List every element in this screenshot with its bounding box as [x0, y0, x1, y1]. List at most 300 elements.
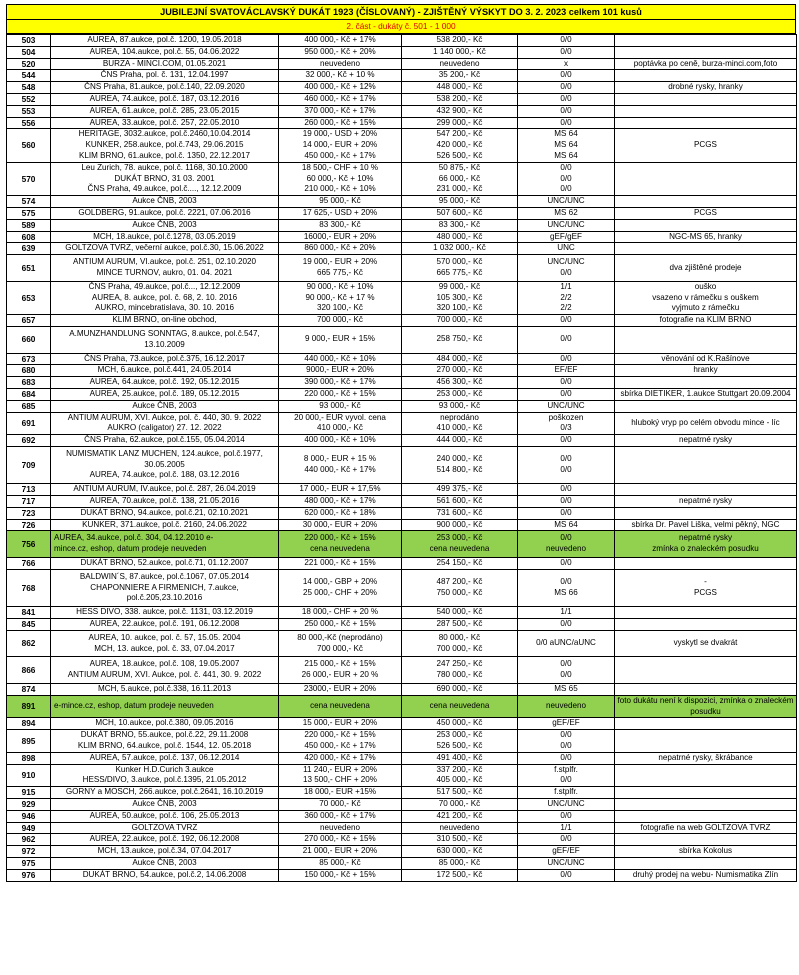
condition-cell	[518, 446, 615, 483]
table-row	[7, 834, 797, 846]
hammer-price-cell	[279, 630, 402, 657]
note-cell	[615, 400, 797, 412]
sale-source-cell	[51, 657, 279, 684]
total-price-line: cena neuvedena	[429, 701, 490, 711]
sale-source-cell	[51, 93, 279, 105]
sale-source-line: AUREA, 22.aukce, pol.č. 191, 06.12.2008	[89, 619, 240, 629]
coin-number-cell: 692	[7, 435, 51, 447]
hammer-price-cell	[279, 558, 402, 570]
condition-cell	[518, 810, 615, 822]
total-price-cell	[402, 657, 518, 684]
hammer-price-line: 620 000,- Kč + 18%	[304, 507, 376, 517]
hammer-price-line: 85 000,- Kč	[319, 857, 361, 867]
coin-number-cell: 553	[7, 105, 51, 117]
condition-line: 0/0	[560, 173, 572, 183]
note-line	[616, 770, 795, 781]
coin-number-cell: 976	[7, 869, 51, 881]
spreadsheet	[6, 4, 796, 882]
coin-number-cell: 723	[7, 507, 51, 519]
total-price-line: 517 500,- Kč	[436, 787, 483, 797]
table-row	[7, 326, 797, 353]
hammer-price-line: 18 000,- CHF + 20 %	[301, 607, 379, 617]
condition-line: 0/0	[560, 315, 572, 325]
condition-line: 0/0	[560, 752, 572, 762]
total-price-line: 35 200,- Kč	[438, 70, 481, 80]
coin-number-cell: 975	[7, 857, 51, 869]
sale-source-cell	[51, 869, 279, 881]
coin-number-cell: 574	[7, 196, 51, 208]
coin-number-cell: 556	[7, 117, 51, 129]
total-price-cell	[402, 799, 518, 811]
condition-line: 0/0	[560, 117, 572, 127]
note-line: nepatrné rysky	[678, 533, 733, 543]
table-row	[7, 400, 797, 412]
condition-cell	[518, 93, 615, 105]
condition-cell	[518, 496, 615, 508]
condition-line: UNC	[557, 243, 575, 253]
coin-table	[6, 34, 797, 882]
table-row	[7, 869, 797, 881]
table-row	[7, 846, 797, 858]
note-line: nepatrné rysky, škrábance	[658, 752, 753, 762]
sale-source-cell	[51, 46, 279, 58]
condition-cell	[518, 435, 615, 447]
coin-number-cell: 910	[7, 764, 51, 787]
hammer-price-cell	[279, 105, 402, 117]
note-line: fotografie na KLIM BRNO	[659, 315, 752, 325]
total-price-cell	[402, 93, 518, 105]
note-cell	[615, 231, 797, 243]
total-price-line: 780 000,- Kč	[436, 670, 483, 680]
hammer-price-line: 25 000,- CHF + 20%	[302, 588, 377, 598]
sale-source-line: BURZA - MINCI.COM, 01.05.2021	[102, 58, 227, 68]
hammer-price-line: 440 000,- Kč + 10%	[304, 353, 376, 363]
hammer-price-cell	[279, 435, 402, 447]
coin-number-cell: 520	[7, 58, 51, 70]
coin-number-cell: 929	[7, 799, 51, 811]
condition-line: 0/0	[560, 577, 572, 587]
hammer-price-cell	[279, 822, 402, 834]
table-row	[7, 46, 797, 58]
condition-line: MS 65	[554, 684, 578, 694]
hammer-price-line: 14 000,- GBP + 20%	[302, 577, 378, 587]
note-cell	[615, 718, 797, 730]
hammer-price-cell	[279, 607, 402, 619]
note-cell	[615, 822, 797, 834]
sale-source-cell	[51, 129, 279, 162]
coin-number-cell: 673	[7, 353, 51, 365]
sale-source-cell	[51, 607, 279, 619]
table-row	[7, 630, 797, 657]
note-line: sbírka DIETIKER, 1.aukce Stuttgart 20.09.2004	[620, 388, 791, 398]
note-cell	[615, 196, 797, 208]
hammer-price-line: 14 000,- EUR + 20%	[302, 140, 378, 150]
hammer-price-cell	[279, 569, 402, 606]
note-line: věnování od K.Rašínove	[661, 353, 750, 363]
total-price-line: 421 200,- Kč	[436, 810, 483, 820]
sale-source-line: Leu Zurich, 78. aukce, pol.č. 1168, 30.10.2000	[81, 162, 248, 172]
coin-number-cell: 972	[7, 846, 51, 858]
table-row	[7, 569, 797, 606]
note-line: PCGS	[694, 588, 717, 598]
condition-cell	[518, 162, 615, 195]
hammer-price-line: 450 000,- Kč + 17%	[304, 741, 376, 751]
total-price-cell	[402, 243, 518, 255]
hammer-price-line: 21 000,- EUR + 20%	[302, 846, 378, 856]
sale-source-cell	[51, 799, 279, 811]
note-cell	[615, 255, 797, 282]
total-price-line: 310 500,- Kč	[436, 834, 483, 844]
condition-line: UNC/UNC	[547, 857, 585, 867]
condition-line: f.stplfr.	[554, 787, 578, 797]
condition-cell	[518, 718, 615, 730]
note-cell	[615, 846, 797, 858]
total-price-line: 570 000,- Kč	[436, 257, 483, 267]
coin-number-cell: 898	[7, 752, 51, 764]
note-line	[616, 484, 795, 495]
total-price-cell	[402, 558, 518, 570]
note-line	[616, 106, 795, 117]
note-cell	[615, 35, 797, 47]
hammer-price-cell	[279, 162, 402, 195]
sale-source-cell	[51, 846, 279, 858]
table-row	[7, 243, 797, 255]
condition-line: 0/0	[560, 93, 572, 103]
note-cell	[615, 507, 797, 519]
coin-number-cell: 570	[7, 162, 51, 195]
note-cell	[615, 764, 797, 787]
hammer-price-line: 90 000,- Kč + 17 %	[305, 292, 375, 302]
condition-cell	[518, 365, 615, 377]
table-row	[7, 231, 797, 243]
sale-source-line: BALDWIN´S, 87.aukce, pol.č.1067, 07.05.2014	[79, 571, 250, 581]
sale-source-line: AUKRO (caligator) 27. 12. 2022	[107, 423, 222, 433]
coin-number-cell: 962	[7, 834, 51, 846]
note-line	[616, 607, 795, 618]
sale-source-line: AUREA, 57.aukce, pol.č. 137, 06.12.2014	[89, 752, 240, 762]
condition-line: 0/0	[560, 162, 572, 172]
condition-line: x	[563, 58, 569, 68]
hammer-price-line: 700 000,- Kč	[317, 643, 363, 653]
total-price-line: 731 600,- Kč	[436, 507, 483, 517]
sale-source-line: MCH, 10.aukce, pol.č.380, 09.05.2016	[95, 718, 234, 728]
sale-source-line: AUREA, 25.aukce, pol.č. 189, 05.12.2015	[89, 388, 240, 398]
sale-source-line: AUREA, 104.aukce, pol.č. 55, 04.06.2022	[89, 46, 240, 56]
sale-source-cell	[51, 281, 279, 314]
total-price-cell	[402, 162, 518, 195]
note-cell	[615, 105, 797, 117]
hammer-price-cell	[279, 255, 402, 282]
total-price-line: 540 000,- Kč	[436, 607, 483, 617]
hammer-price-line: 450 000,- Kč + 17%	[304, 150, 376, 160]
condition-line: 0/0	[560, 105, 572, 115]
total-price-line: 85 000,- Kč	[438, 857, 481, 867]
sale-source-cell	[51, 388, 279, 400]
note-cell	[615, 46, 797, 58]
total-price-cell	[402, 353, 518, 365]
condition-line: 0/0	[560, 775, 572, 785]
hammer-price-cell	[279, 412, 402, 435]
sale-source-cell	[51, 231, 279, 243]
total-price-line: 105 300,- Kč	[436, 292, 483, 302]
hammer-price-line: 60 000,- Kč + 10%	[306, 173, 374, 183]
sale-source-line: KLIM BRNO, 64.aukce, pol.č. 1544, 12. 05.2018	[77, 741, 252, 751]
total-price-cell	[402, 281, 518, 314]
table-row	[7, 93, 797, 105]
coin-number-cell: 657	[7, 315, 51, 327]
condition-line: neuvedeno	[545, 701, 587, 711]
sale-source-cell	[51, 446, 279, 483]
sale-source-cell	[51, 207, 279, 219]
condition-line: 0/0	[560, 46, 572, 56]
total-price-cell	[402, 764, 518, 787]
hammer-price-line: 18 000,- EUR +15%	[303, 787, 377, 797]
table-row	[7, 35, 797, 47]
sale-source-line: HESS/DIVO, 3.aukce, pol.č.1395, 21.05.2012	[82, 775, 247, 785]
total-price-cell	[402, 82, 518, 94]
condition-cell	[518, 353, 615, 365]
condition-cell	[518, 695, 615, 718]
note-line: -	[704, 577, 707, 587]
note-cell	[615, 446, 797, 483]
hammer-price-cell	[279, 326, 402, 353]
sale-source-cell	[51, 117, 279, 129]
note-line: posudku	[690, 706, 721, 716]
sale-source-line: GOLTZOVA TVRZ, večerní aukce, pol.č.30, 15.06.2022	[65, 243, 264, 253]
condition-cell	[518, 255, 615, 282]
hammer-price-cell	[279, 388, 402, 400]
sale-source-cell	[51, 35, 279, 47]
total-price-line: 507 600,- Kč	[436, 207, 483, 217]
sale-source-cell	[51, 630, 279, 657]
total-price-line: cena neuvedena	[429, 544, 490, 554]
total-price-line: 1 140 000,- Kč	[433, 46, 486, 56]
note-line: nepatrné rysky	[678, 435, 733, 445]
condition-line: 0/0	[560, 377, 572, 387]
total-price-line: 287 500,- Kč	[436, 619, 483, 629]
hammer-price-cell	[279, 196, 402, 208]
sale-source-line: ANTIUM AURUM, XVI. Aukce, pol. č. 441, 30. 9. 2022	[67, 670, 262, 680]
sale-source-line: ČNS Praha, 81.aukce, pol.č.140, 22.09.2020	[84, 82, 245, 92]
note-line	[616, 858, 795, 869]
note-line	[616, 834, 795, 845]
condition-line: 0/0	[560, 184, 572, 194]
note-cell	[615, 857, 797, 869]
condition-line: f.stplfr.	[554, 764, 578, 774]
sale-source-line: GORNY a MOSCH, 266.aukce, pol.č.2641, 16.10.2019	[65, 787, 264, 797]
hammer-price-cell	[279, 496, 402, 508]
sale-source-line: Kunker H.D.Curich 3.aukce	[115, 764, 214, 774]
condition-cell	[518, 281, 615, 314]
sale-source-line: 30.05.2005	[144, 459, 185, 469]
condition-line: UNC/UNC	[547, 219, 585, 229]
condition-line: 0/0	[560, 619, 572, 629]
note-line: vyskytl se dvakrát	[673, 638, 738, 648]
sale-source-line: CHAPONNIERE A FIRMENICH, 7.aukce,	[90, 582, 239, 592]
hammer-price-line: 320 100,- Kč	[317, 303, 363, 313]
total-price-cell	[402, 834, 518, 846]
sale-source-cell	[51, 496, 279, 508]
sale-source-cell	[51, 507, 279, 519]
note-cell	[615, 93, 797, 105]
table-row	[7, 484, 797, 496]
total-price-cell	[402, 531, 518, 558]
hammer-price-line: 860 000,- Kč + 20%	[304, 243, 376, 253]
sale-source-cell	[51, 787, 279, 799]
condition-line: 1/1	[560, 607, 572, 617]
condition-line: 0/0	[560, 454, 572, 464]
sale-source-line: NUMISMATIK LANZ MUCHEN, 124.aukce, pol.č.1977,	[66, 448, 263, 458]
hammer-price-line: 30 000,- EUR + 20%	[302, 519, 378, 529]
table-row	[7, 857, 797, 869]
sale-source-line: HERITAGE, 3032.aukce, pol.č.2460,10.04.2014	[78, 129, 251, 139]
hammer-price-cell	[279, 869, 402, 881]
total-price-cell	[402, 377, 518, 389]
table-row	[7, 353, 797, 365]
table-row	[7, 619, 797, 631]
coin-number-cell: 680	[7, 365, 51, 377]
hammer-price-line: 410 000,- Kč	[317, 423, 363, 433]
total-price-line: neuvedeno	[439, 822, 480, 832]
table-row	[7, 219, 797, 231]
total-price-cell	[402, 129, 518, 162]
condition-line: 0/3	[560, 423, 572, 433]
total-price-line: 95 000,- Kč	[438, 196, 481, 206]
hammer-price-cell	[279, 400, 402, 412]
total-price-line: 491 400,- Kč	[436, 752, 483, 762]
condition-line: 0/0	[560, 730, 572, 740]
coin-number-cell: 660	[7, 326, 51, 353]
sale-source-line: GOLTZOVA TVRZ	[131, 822, 198, 832]
total-price-line: 456 300,- Kč	[436, 377, 483, 387]
total-price-cell	[402, 315, 518, 327]
total-price-line: 499 375,- Kč	[436, 484, 483, 494]
hammer-price-line: 9000,- EUR + 20%	[306, 365, 374, 375]
sale-source-cell	[51, 326, 279, 353]
sale-source-line: Aukce ČNB, 2003	[132, 857, 197, 867]
total-price-cell	[402, 752, 518, 764]
sale-source-line: mince.cz, eshop, datum prodeje neuveden	[54, 544, 207, 554]
hammer-price-line: 400 000,- Kč + 10%	[304, 435, 376, 445]
hammer-price-cell	[279, 207, 402, 219]
coin-number-cell: 845	[7, 619, 51, 631]
sale-source-cell	[51, 353, 279, 365]
sale-source-cell	[51, 519, 279, 531]
total-price-line: 690 000,- Kč	[436, 684, 483, 694]
note-line: dva zjištěné prodeje	[669, 262, 742, 272]
hammer-price-cell	[279, 657, 402, 684]
total-price-line: 93 000,- Kč	[438, 400, 481, 410]
sale-source-line: AUREA, 33.aukce, pol.č. 257, 22.05.2010	[89, 117, 240, 127]
table-row	[7, 365, 797, 377]
note-line: PCGS	[694, 140, 717, 150]
sale-source-cell	[51, 196, 279, 208]
hammer-price-line: 480 000,- Kč + 17%	[304, 496, 376, 506]
condition-line: 0/0	[560, 507, 572, 517]
note-line	[616, 799, 795, 810]
hammer-price-line: 400 000,- Kč + 12%	[304, 82, 376, 92]
sale-source-cell	[51, 58, 279, 70]
sale-source-line: AUREA, 74.aukce, pol.č. 187, 03.12.2016	[89, 93, 240, 103]
hammer-price-line: cena neuvedena	[310, 544, 370, 554]
total-price-line: 50 875,- Kč	[438, 162, 481, 172]
note-line	[616, 196, 795, 207]
table-row	[7, 162, 797, 195]
sale-source-line: AUREA, 74.aukce, pol.č. 188, 03.12.2016	[89, 470, 240, 480]
note-line: hluboký vryp po celém obvodu mince - líc	[631, 417, 780, 427]
condition-line: 1/1	[560, 822, 572, 832]
hammer-price-line: 270 000,- Kč + 15%	[304, 834, 376, 844]
total-price-cell	[402, 117, 518, 129]
condition-cell	[518, 82, 615, 94]
total-price-cell	[402, 869, 518, 881]
condition-cell	[518, 105, 615, 117]
sale-source-line: GOLDBERG, 91.aukce, pol.č. 2221, 07.06.2016	[78, 207, 251, 217]
note-cell	[615, 657, 797, 684]
sale-source-line: ČNS Praha, 73.aukce, pol.č.375, 16.12.2017	[84, 353, 245, 363]
condition-line: MS 64	[554, 140, 578, 150]
condition-line: 2/2	[560, 303, 572, 313]
condition-line: 0/0	[560, 659, 572, 669]
note-line: druhý prodej na webu- Numismatika Zlín	[632, 869, 779, 879]
note-line	[616, 460, 795, 471]
total-price-line: 526 500,- Kč	[436, 150, 483, 160]
note-line	[616, 665, 795, 676]
note-line	[616, 334, 795, 345]
table-row	[7, 764, 797, 787]
condition-cell	[518, 834, 615, 846]
coin-number-cell: 608	[7, 231, 51, 243]
total-price-line: neuvedeno	[439, 58, 480, 68]
table-row	[7, 129, 797, 162]
sale-source-cell	[51, 82, 279, 94]
condition-line: UNC/UNC	[547, 196, 585, 206]
condition-line: 0/0	[560, 496, 572, 506]
note-cell	[615, 684, 797, 696]
coin-number-cell: 756	[7, 531, 51, 558]
sale-source-line: ANTIUM AURUM, VI.aukce, pol.č. 251, 02.10.2020	[72, 257, 257, 267]
coin-number-cell: 691	[7, 412, 51, 435]
total-price-line: 1 032 000,- Kč	[433, 243, 486, 253]
coin-number-cell: 766	[7, 558, 51, 570]
hammer-price-line: 32 000,- Kč + 10 %	[305, 70, 375, 80]
total-price-cell	[402, 684, 518, 696]
note-cell	[615, 695, 797, 718]
total-price-line: 299 000,- Kč	[436, 117, 483, 127]
coin-number-cell: 891	[7, 695, 51, 718]
sale-source-cell	[51, 377, 279, 389]
coin-number-cell: 683	[7, 377, 51, 389]
note-line	[616, 811, 795, 822]
condition-line: UNC/UNC	[547, 257, 585, 267]
sale-source-cell	[51, 365, 279, 377]
condition-cell	[518, 869, 615, 881]
total-price-cell	[402, 695, 518, 718]
hammer-price-cell	[279, 365, 402, 377]
hammer-price-line: 20 000,- EUR vyvol. cena	[294, 412, 386, 422]
note-line	[616, 174, 795, 185]
coin-number-cell: 915	[7, 787, 51, 799]
sale-source-line: AUREA, 87.aukce, pol.č. 1200, 19.05.2018	[87, 35, 242, 44]
condition-line: 0/0	[560, 70, 572, 80]
coin-number-cell: 684	[7, 388, 51, 400]
condition-line: poškozen	[548, 412, 584, 422]
sale-source-line: AUREA, 34.aukce, pol.č. 304, 04.12.2010 e-	[54, 533, 214, 543]
note-line: nepatrné rysky	[678, 496, 733, 506]
table-row	[7, 531, 797, 558]
condition-cell	[518, 857, 615, 869]
sale-source-line: ANTIUM AURUM, XVI. Aukce, pol. č. 440, 30. 9. 2022	[67, 412, 262, 422]
